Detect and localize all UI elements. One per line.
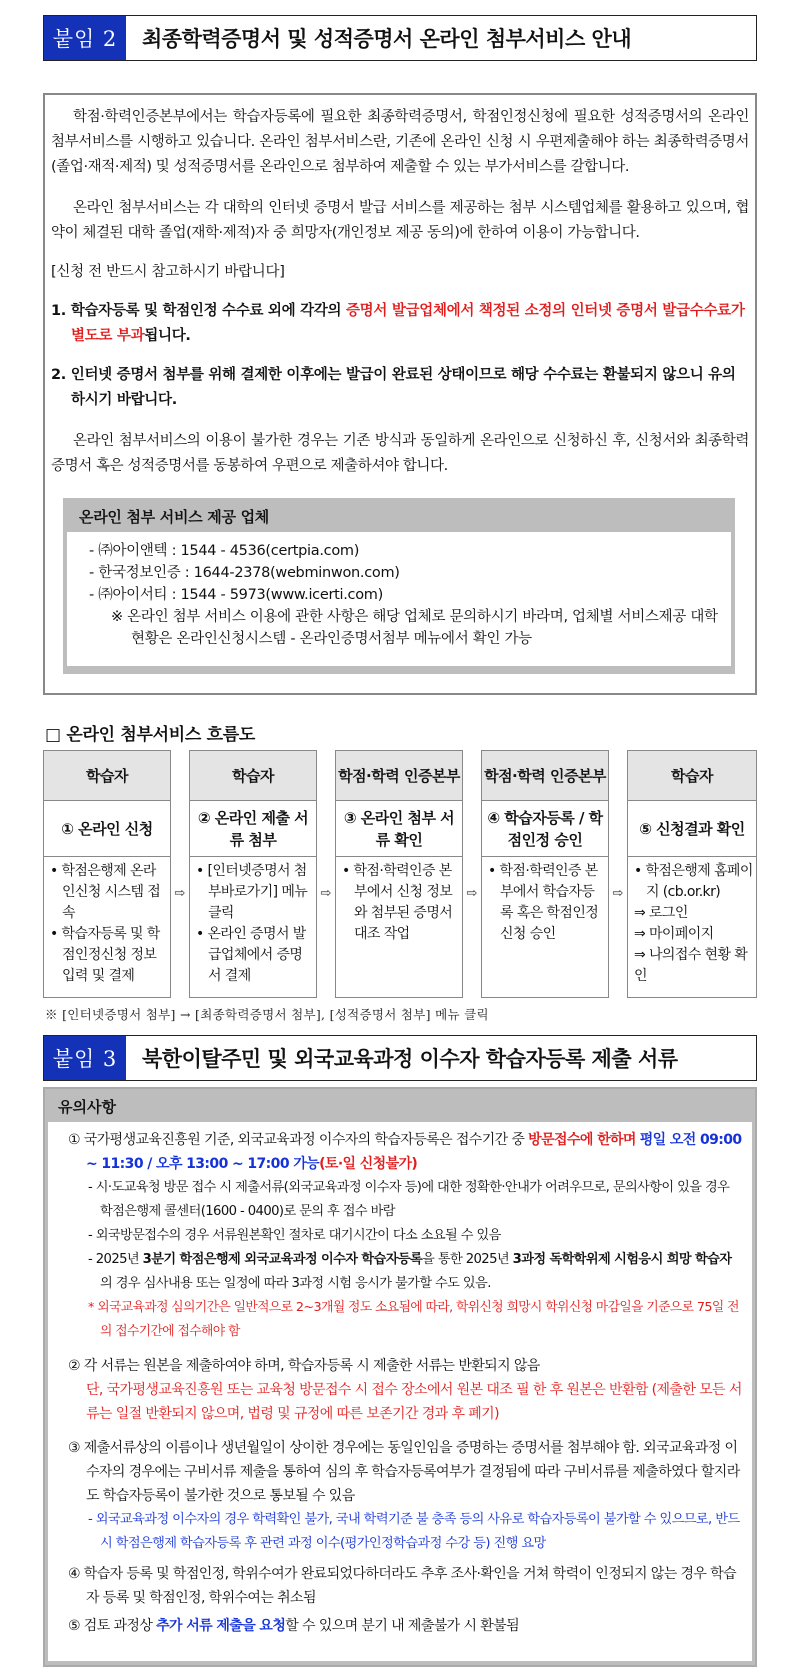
flow-step-5 — [627, 750, 757, 998]
vendor-item: - 한국정보인증 : 1644-2378(webminwon.com) — [89, 565, 400, 581]
notice-item-2: 2. 인터넷 증명서 첨부를 위해 결제한 이후에는 발급이 완료된 상태이므로 해당 수수료는 환불되지 않으니 유의하시기 바랍니다. — [51, 367, 736, 408]
flow-step-3 — [335, 750, 463, 998]
arrow-right-icon: ⇨ — [320, 886, 332, 901]
caution-item-2: ② 각 서류는 원본을 제출하여야 하며, 학습자등록 시 제출한 서류는 반환되지 않음 — [68, 1358, 540, 1374]
step-detail: • [인터넷증명서 첨부바로가기] 메뉴클릭 — [196, 863, 308, 921]
notice-heading: [신청 전 반드시 참고하시기 바랍니다] — [51, 264, 285, 280]
step-action: ② 온라인 제출 서류 첨부 — [190, 801, 316, 857]
flow-step-4 — [481, 750, 609, 998]
step-detail: • 학점·학력인증 본부에서 학습자등록 혹은 학점인정신청 승인 — [488, 863, 599, 942]
arrow-right-icon: ⇨ — [174, 886, 186, 901]
flow-step-2 — [189, 750, 317, 998]
notice-item-1: 1. 학습자등록 및 학점인정 수수료 외에 각각의 증명서 발급업체에서 책정된 소정의 인터넷 증명서 발급수수료가 별도로 부과됩니다. — [51, 303, 745, 344]
step-detail: ⇒ 로그인 — [634, 905, 688, 921]
step-actor: 학점·학력 인증본부 — [482, 751, 608, 801]
appendix3-tag: 붙임 3 — [44, 1036, 126, 1080]
caution-sub: - 2025년 3분기 학점은행제 외국교육과정 이수자 학습자등록을 통한 2025년 3과정 독학학위제 시험응시 희망 학습자의 경우 심사내용 또는 일정에 따라 3과정 시험 응시가 불가할 수도 있음. — [88, 1252, 732, 1291]
appendix3-title: 북한이탈주민 및 외국교육과정 이수자 학습자등록 제출 서류 — [142, 1047, 678, 1071]
step-detail: • 학습자등록 및 학점인정신청 정보입력 및 결제 — [50, 926, 160, 984]
step-actor: 학습자 — [190, 751, 316, 801]
flow-title: □ 온라인 첨부서비스 흐름도 — [45, 725, 255, 745]
step-action: ⑤ 신청결과 확인 — [628, 801, 756, 857]
caution-box — [43, 1087, 757, 1667]
caution-item-1: ① 국가평생교육진흥원 기준, 외국교육과정 이수자의 학습자등록은 접수기간 중 방문접수에 한하며 평일 오전 09:00 ~ 11:30 / 오후 13:00 ~ 17:00 가능(토·일 신청불가) — [68, 1132, 742, 1172]
step-detail: • 온라인 증명서 발급업체에서 증명서 결제 — [196, 926, 306, 984]
arrow-right-icon: ⇨ — [612, 886, 624, 901]
vendor-item: - ㈜아이서티 : 1544 - 5973(www.icerti.com) — [89, 587, 383, 603]
vendor-box — [63, 498, 735, 674]
appendix3-header — [43, 1035, 757, 1081]
caution-item-4: ④ 학습자 등록 및 학점인정, 학위수여가 완료되었다하더라도 추후 조사·확인을 거쳐 학력이 인정되지 않는 경우 학습자 등록 및 학점인정, 학위수여는 취소됨 — [68, 1566, 737, 1606]
appendix2-title: 최종학력증명서 및 성적증명서 온라인 첨부서비스 안내 — [142, 27, 632, 51]
step-detail: • 학점·학력인증 본부에서 신청 정보와 첨부된 증명서 대조 작업 — [342, 863, 453, 942]
step-action: ③ 온라인 첨부 서류 확인 — [336, 801, 462, 857]
appendix2-body — [43, 93, 757, 695]
vendor-title: 온라인 첨부 서비스 제공 업체 — [79, 508, 269, 526]
caution-sub: - 시·도교육청 방문 접수 시 제출서류(외국교육과정 이수자 등)에 대한 정확한·안내가 어려우므로, 문의사항이 있을 경우 학점은행제 콜센터(1600 - 0400)로 문의 후 접수 바람 — [88, 1180, 730, 1219]
caution-title: 유의사항 — [58, 1098, 116, 1116]
caution-sub-blue: - 외국교육과정 이수자의 경우 학력확인 불가, 국내 학력기준 불 충족 등의 사유로 학습자등록이 불가할 수 있으므로, 반드시 학점은행제 학습자등록 후 관련 과정 이수(평가인정학습과정 수강 등) 진행 요망 — [88, 1512, 740, 1551]
vendor-item: - ㈜아이앤텍 : 1544 - 4536(certpia.com) — [89, 543, 360, 559]
step-actor: 학습자 — [628, 751, 756, 801]
caution-sub-warning: * 외국교육과정 심의기간은 일반적으로 2~3개월 정도 소요됨에 따라, 학위신청 희망시 학위신청 마감일을 기준으로 75일 전의 접수기간에 접수해야 함 — [88, 1300, 739, 1339]
step-detail: • 학점은행제 온라인신청 시스템 접속 — [50, 863, 161, 921]
step-detail: ⇒ 마이페이지 — [634, 926, 714, 942]
vendor-note: ※ 온라인 첨부 서비스 이용에 관한 사항은 해당 업체로 문의하시기 바라며, 업체별 서비스제공 대학현황은 온라인신청시스템 - 온라인증명서첨부 메뉴에서 확인 가능 — [111, 609, 718, 647]
caution-item-3: ③ 제출서류상의 이름이나 생년월일이 상이한 경우에는 동일인임을 증명하는 증명서를 첨부해야 함. 외국교육과정 이수자의 경우에는 구비서류 제출을 통하여 심의 후 학습자등록여부가 결정됨에 따라 구비서류를 제출하였다 할지라도 학습자등록이 불가한 것으로 통보될 수 있음 — [68, 1440, 740, 1504]
flow-diagram — [43, 750, 757, 998]
caution-sub: - 외국방문접수의 경우 서류원본확인 절차로 대기시간이 다소 소요될 수 있음 — [88, 1228, 501, 1243]
flow-step-1 — [43, 750, 171, 998]
service-paragraph: 온라인 첨부서비스는 각 대학의 인터넷 증명서 발급 서비스를 제공하는 첨부 시스템업체를 활용하고 있으며, 협약이 체결된 대학 졸업(재학·제적)자 중 희망자(개인정보 제공 동의)에 한하여 이용이 가능합니다. — [51, 200, 749, 241]
caution-item-5: ⑤ 검토 과정상 추가 서류 제출을 요청할 수 있으며 분기 내 제출불가 시 환불됨 — [68, 1618, 520, 1634]
step-action: ① 온라인 신청 — [44, 801, 170, 857]
intro-paragraph: 학점·학력인증본부에서는 학습자등록에 필요한 최종학력증명서, 학점인정신청에 필요한 성적증명서의 온라인 첨부서비스를 시행하고 있습니다. 온라인 첨부서비스란, 기존에 온라인 신청 시 우편제출해야 하는 최종학력증명서(졸업·재적·제적) 및 성적증명서를 온라인으로 첨부하여 제출할 수 있는 부가서비스를 갈합니다. — [51, 109, 749, 175]
fee-warning: 증명서 발급업체에서 책정된 소정의 인터넷 증명서 발급수수료가 별도로 부과 — [71, 303, 745, 344]
step-detail: • 학점은행제 홈페이지 (cb.or.kr) — [634, 863, 753, 900]
fallback-paragraph: 온라인 첨부서비스의 이용이 불가한 경우는 기존 방식과 동일하게 온라인으로 신청하신 후, 신청서와 최종학력증명서 혹은 성적증명서를 동봉하여 우편으로 제출하셔야 합니다. — [51, 433, 749, 474]
caution-body — [48, 1122, 752, 1661]
vendor-list — [67, 532, 731, 666]
appendix2-header — [43, 15, 757, 61]
reception-hours: 평일 오전 09:00 ~ 11:30 / 오후 13:00 ~ 17:00 가능 — [86, 1132, 742, 1172]
step-actor: 학습자 — [44, 751, 170, 801]
step-action: ④ 학습자등록 / 학점인정 승인 — [482, 801, 608, 857]
appendix2-tag: 붙임 2 — [44, 16, 126, 60]
step-actor: 학점·학력 인증본부 — [336, 751, 462, 801]
step-detail: ⇒ 나의접수 현황 확인 — [634, 947, 748, 984]
return-policy: 단, 국가평생교육진흥원 또는 교육청 방문접수 시 접수 장소에서 원본 대조 필 한 후 원본은 반환함 (제출한 모든 서류는 일절 반환되지 않으며, 법령 및 규정에 따른 보존기간 경과 후 폐기) — [86, 1382, 742, 1422]
arrow-right-icon: ⇨ — [466, 886, 478, 901]
flow-note: ※ [인터넷증명서 첨부] → [최종학력증명서 첨부], [성적증명서 첨부] 메뉴 클릭 — [45, 1007, 489, 1022]
